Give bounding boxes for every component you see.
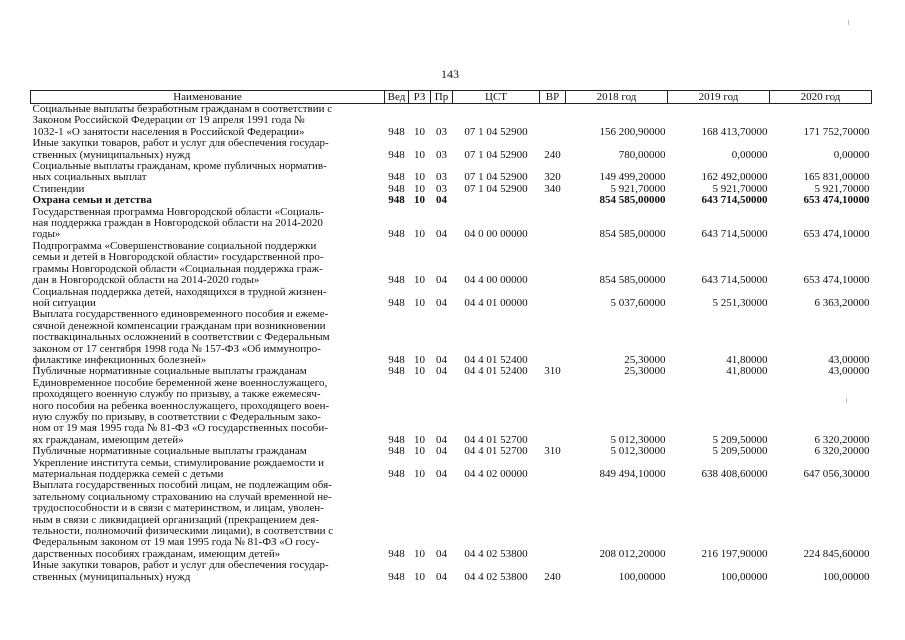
amount-2019-cell: 216 197,90000 xyxy=(701,547,768,560)
amount-2018-cell: 25,30000 xyxy=(624,366,666,378)
vr-cell xyxy=(540,207,566,241)
amount-2018-cell: 208 012,20000 xyxy=(599,547,666,560)
cst-cell: 04 4 01 52700 xyxy=(464,446,528,458)
pr-cell: 04 xyxy=(436,195,447,207)
row-name-cell xyxy=(31,184,385,195)
ved-cell: 948 xyxy=(388,148,405,161)
row-name-line: Выплата государственных пособий лицам, не подлежащим обя- xyxy=(32,480,332,492)
row-name-cell xyxy=(31,161,385,184)
table-row xyxy=(31,195,872,206)
cst-cell: 04 4 01 52400 xyxy=(464,353,528,366)
header-name: Наименование xyxy=(31,91,385,104)
cst-cell: 07 1 04 52900 xyxy=(464,148,528,161)
row-name-line: Стипендии xyxy=(32,183,85,195)
header-vr: ВР xyxy=(540,91,566,104)
vr-cell xyxy=(540,378,566,446)
header-cst: ЦСТ xyxy=(453,91,540,104)
row-name-line: Иные закупки товаров, работ и услуг для обеспечения государ- xyxy=(32,560,329,572)
ved-cell: 948 xyxy=(388,228,405,241)
cst-cell: 04 4 02 53800 xyxy=(464,570,528,583)
amount-2019-cell: 643 714,50000 xyxy=(701,274,768,287)
amount-2018-cell: 5 037,60000 xyxy=(610,296,666,309)
amount-2018-cell: 156 200,90000 xyxy=(599,125,666,138)
row-name-line: ственных (муниципальных) нужд xyxy=(32,570,191,583)
row-name-cell xyxy=(31,287,385,310)
ved-cell: 948 xyxy=(388,468,405,480)
row-name-line: Иные закупки товаров, работ и услуг для обеспечения государ- xyxy=(32,138,329,150)
amount-2019-cell: 162 492,00000 xyxy=(701,171,768,184)
row-name-line: Законом Российской Федерации от 19 апреля 1991 года № xyxy=(32,114,305,127)
row-name-line: поствакцинальных осложнений в соответствии с Федеральным xyxy=(32,331,330,344)
amount-2019-cell: 5 921,70000 xyxy=(712,183,768,195)
pr-cell: 04 xyxy=(436,433,447,446)
vr-cell xyxy=(540,309,566,366)
pr-cell: 03 xyxy=(436,183,447,195)
cst-cell: 04 4 01 52400 xyxy=(464,366,528,378)
row-name-cell xyxy=(31,309,385,366)
rz-cell: 10 xyxy=(414,125,425,138)
amount-2018-cell: 854 585,00000 xyxy=(599,228,666,241)
vr-cell: 240 xyxy=(544,148,561,161)
cst-cell: 04 0 00 00000 xyxy=(464,228,528,241)
header-ved: Вед xyxy=(385,91,409,104)
vr-cell xyxy=(540,195,566,206)
ved-cell: 948 xyxy=(388,446,405,458)
rz-cell: 10 xyxy=(414,195,425,207)
amount-2020-cell: 6 363,20000 xyxy=(814,296,870,309)
rz-cell: 10 xyxy=(414,366,425,378)
amount-2018-cell: 5 012,30000 xyxy=(610,446,666,458)
table-row xyxy=(31,378,872,446)
row-name-cell xyxy=(31,378,385,446)
cst-cell: 04 4 02 53800 xyxy=(464,547,528,560)
amount-2020-cell: 224 845,60000 xyxy=(803,547,870,560)
rz-cell: 10 xyxy=(414,547,425,560)
amount-2020-cell: 6 320,20000 xyxy=(814,433,870,446)
page-number: 143 xyxy=(441,67,459,81)
vr-cell: 240 xyxy=(544,570,561,583)
amount-2019-cell: 0,00000 xyxy=(731,148,768,161)
ved-cell: 948 xyxy=(388,183,405,195)
vr-cell: 310 xyxy=(544,366,561,378)
amount-2020-cell: 100,00000 xyxy=(822,570,870,583)
row-name-cell xyxy=(31,241,385,287)
ved-cell: 948 xyxy=(388,171,405,184)
vr-cell: 310 xyxy=(544,446,561,458)
header-rz: РЗ xyxy=(409,91,431,104)
ved-cell: 948 xyxy=(388,547,405,560)
amount-2019-cell: 100,00000 xyxy=(720,570,768,583)
amount-2020-cell: 0,00000 xyxy=(833,148,870,161)
rz-cell: 10 xyxy=(414,353,425,366)
row-name-line: проходящего военную службу по призыву, а также ежемесяч- xyxy=(32,388,321,401)
row-name-line: ного пособия на ребенка военнослужащего, проходящего воен- xyxy=(32,399,330,412)
row-name-line: Социальные выплаты безработным гражданам в соответствии с xyxy=(32,103,333,115)
cst-cell xyxy=(453,195,540,206)
amount-2019-cell: 643 714,50000 xyxy=(701,228,768,241)
vr-cell xyxy=(540,480,566,560)
table-row xyxy=(31,446,872,457)
row-name-line: ном от 19 мая 1995 года № 81-ФЗ «О государственных пособи- xyxy=(32,422,328,435)
row-name-line: материальная поддержка семей с детьми xyxy=(32,468,224,480)
amount-2018-cell: 854 585,00000 xyxy=(599,274,666,287)
header-2020: 2020 год xyxy=(770,91,872,104)
rz-cell: 10 xyxy=(414,228,425,241)
row-name-line: дан в Новгородской области на 2014-2020 годы» xyxy=(32,274,260,287)
amount-2018-cell: 849 494,10000 xyxy=(599,468,666,480)
row-name-line: Публичные нормативные социальные выплаты гражданам xyxy=(32,446,307,458)
pr-cell: 04 xyxy=(436,228,447,241)
amount-2020-cell: 653 474,10000 xyxy=(803,195,870,207)
row-name-line: Государственная программа Новгородской области «Социаль- xyxy=(32,206,324,218)
row-name-line: ную службу по призыву, в соответствии с Федеральным зако- xyxy=(32,410,321,423)
amount-2018-cell: 5 921,70000 xyxy=(610,183,666,195)
amount-2018-cell: 780,00000 xyxy=(618,148,666,161)
row-name-line: Укрепление института семьи, стимулирование рождаемости и xyxy=(32,457,324,469)
ved-cell: 948 xyxy=(388,125,405,138)
scan-mark xyxy=(846,398,847,403)
cst-cell: 07 1 04 52900 xyxy=(464,183,528,195)
table-row xyxy=(31,104,872,139)
row-name-cell xyxy=(31,446,385,457)
row-name-line: Единовременное пособие беременной жене военнослужащего, xyxy=(32,377,328,389)
amount-2020-cell: 653 474,10000 xyxy=(803,228,870,241)
row-name-cell xyxy=(31,195,385,206)
pr-cell: 04 xyxy=(436,570,447,583)
row-name-line: Социальная поддержка детей, находящихся в трудной жизнен- xyxy=(32,286,327,298)
amount-2019-cell: 5 209,50000 xyxy=(712,446,768,458)
vr-cell xyxy=(540,287,566,310)
budget-table xyxy=(30,90,872,583)
table-row xyxy=(31,138,872,161)
amount-2020-cell: 43,00000 xyxy=(828,366,870,378)
amount-2019-cell: 5 209,50000 xyxy=(712,433,768,446)
rz-cell: 10 xyxy=(414,570,425,583)
header-row xyxy=(31,91,872,104)
rz-cell: 10 xyxy=(414,468,425,480)
amount-2020-cell: 171 752,70000 xyxy=(803,125,870,138)
cst-cell: 07 1 04 52900 xyxy=(464,125,528,138)
row-name-cell xyxy=(31,560,385,583)
row-name-line: семьи и детей в Новгородской области» государственной про- xyxy=(32,251,324,264)
ved-cell: 948 xyxy=(388,274,405,287)
row-name-line: тельности, полномочий физическими лицами), в соответствии с xyxy=(32,525,334,538)
cst-cell: 04 4 00 00000 xyxy=(464,274,528,287)
row-name-cell xyxy=(31,138,385,161)
ved-cell: 948 xyxy=(388,433,405,446)
rz-cell: 10 xyxy=(414,274,425,287)
ved-cell: 948 xyxy=(388,195,405,207)
pr-cell: 03 xyxy=(436,171,447,184)
row-name-line: ная поддержка граждан в Новгородской области на 2014-2020 xyxy=(32,217,323,230)
vr-cell xyxy=(540,104,566,139)
amount-2018-cell: 854 585,00000 xyxy=(599,195,666,207)
rz-cell: 10 xyxy=(414,296,425,309)
ved-cell: 948 xyxy=(388,366,405,378)
scan-mark xyxy=(848,20,849,25)
row-name-line: филактике инфекционных болезней» xyxy=(32,353,207,366)
rz-cell: 10 xyxy=(414,183,425,195)
table-row xyxy=(31,560,872,583)
ved-cell: 948 xyxy=(388,296,405,309)
row-name-line: граммы Новгородской области «Социальная поддержка граж- xyxy=(32,262,323,275)
amount-2018-cell: 100,00000 xyxy=(618,570,666,583)
amount-2020-cell: 647 056,30000 xyxy=(803,468,870,480)
amount-2020-cell: 165 831,00000 xyxy=(803,171,870,184)
row-name-line: годы» xyxy=(32,228,61,241)
ved-cell: 948 xyxy=(388,353,405,366)
amount-2019-cell: 41,80000 xyxy=(726,366,768,378)
pr-cell: 04 xyxy=(436,547,447,560)
row-name-line: дарственных пособиях гражданам, имеющим детей» xyxy=(32,547,281,560)
row-name-cell xyxy=(31,366,385,377)
pr-cell: 03 xyxy=(436,125,447,138)
cst-cell: 04 4 01 52700 xyxy=(464,433,528,446)
row-name-line: Выплата государственного единовременного пособия и ежеме- xyxy=(32,309,329,321)
amount-2020-cell: 653 474,10000 xyxy=(803,274,870,287)
amount-2018-cell: 25,30000 xyxy=(624,353,666,366)
row-name-line: законом от 17 сентября 1998 года № 157-ФЗ «Об иммунопро- xyxy=(32,342,321,355)
row-name-line: Социальные выплаты гражданам, кроме публичных норматив- xyxy=(32,161,327,173)
vr-cell xyxy=(540,458,566,481)
amount-2019-cell: 41,80000 xyxy=(726,353,768,366)
table-row xyxy=(31,287,872,310)
pr-cell: 03 xyxy=(436,148,447,161)
ved-cell: 948 xyxy=(388,570,405,583)
row-name-line: 1032-1 «О занятости населения в Российской Федерации» xyxy=(32,125,305,138)
row-name-line: ных социальных выплат xyxy=(32,171,147,184)
amount-2018-cell: 5 012,30000 xyxy=(610,433,666,446)
rz-cell: 10 xyxy=(414,446,425,458)
row-name-line: сячной денежной компенсации гражданам при возникновении xyxy=(32,319,326,332)
amount-2019-cell: 643 714,50000 xyxy=(701,195,768,207)
pr-cell: 04 xyxy=(436,446,447,458)
table-row xyxy=(31,241,872,287)
row-name-line: зательному социальному страхованию на случай временной не- xyxy=(32,490,332,503)
pr-cell: 04 xyxy=(436,366,447,378)
amount-2019-cell: 168 413,70000 xyxy=(701,125,768,138)
amount-2018-cell: 149 499,20000 xyxy=(599,171,666,184)
row-name-cell xyxy=(31,104,385,139)
amount-2020-cell: 6 320,20000 xyxy=(814,446,870,458)
header-2018: 2018 год xyxy=(566,91,668,104)
amount-2020-cell: 5 921,70000 xyxy=(814,183,870,195)
row-name-line: Подпрограмма «Совершенствование социальной поддержки xyxy=(32,240,317,252)
amount-2019-cell: 5 251,30000 xyxy=(712,296,768,309)
row-name-line: Федеральным законом от 19 мая 1995 года № 81-ФЗ «О госу- xyxy=(32,536,320,549)
pr-cell: 04 xyxy=(436,353,447,366)
pr-cell: 04 xyxy=(436,468,447,480)
row-name-line: трудоспособности и в связи с материнством, и лицам, уволен- xyxy=(32,502,324,515)
row-name-cell xyxy=(31,480,385,560)
row-name-line: ственных (муниципальных) нужд xyxy=(32,148,191,161)
header-2019: 2019 год xyxy=(668,91,770,104)
row-name-line: Охрана семьи и детства xyxy=(32,195,152,207)
vr-cell xyxy=(540,241,566,287)
row-name-line: ной ситуации xyxy=(32,296,96,309)
table-row xyxy=(31,480,872,560)
cst-cell: 04 4 02 00000 xyxy=(464,468,528,480)
cst-cell: 04 4 01 00000 xyxy=(464,296,528,309)
header-pr: Пр xyxy=(431,91,453,104)
amount-2020-cell: 43,00000 xyxy=(828,353,870,366)
vr-cell: 340 xyxy=(544,183,561,195)
vr-cell: 320 xyxy=(544,171,561,184)
row-name-cell xyxy=(31,458,385,481)
amount-2019-cell: 638 408,60000 xyxy=(701,468,768,480)
rz-cell: 10 xyxy=(414,171,425,184)
table-row xyxy=(31,309,872,366)
table-row xyxy=(31,366,872,377)
row-name-line: ным в связи с ликвидацией организаций (прекращением дея- xyxy=(32,513,319,526)
pr-cell: 04 xyxy=(436,274,447,287)
table-row xyxy=(31,184,872,195)
table-row xyxy=(31,458,872,481)
table-row xyxy=(31,161,872,184)
rz-cell: 10 xyxy=(414,148,425,161)
row-name-line: ях гражданам, имеющим детей» xyxy=(32,433,184,446)
rz-cell: 10 xyxy=(414,433,425,446)
table-row xyxy=(31,207,872,241)
row-name-cell xyxy=(31,207,385,241)
pr-cell: 04 xyxy=(436,296,447,309)
row-name-line: Публичные нормативные социальные выплаты гражданам xyxy=(32,366,307,378)
cst-cell: 07 1 04 52900 xyxy=(464,171,528,184)
